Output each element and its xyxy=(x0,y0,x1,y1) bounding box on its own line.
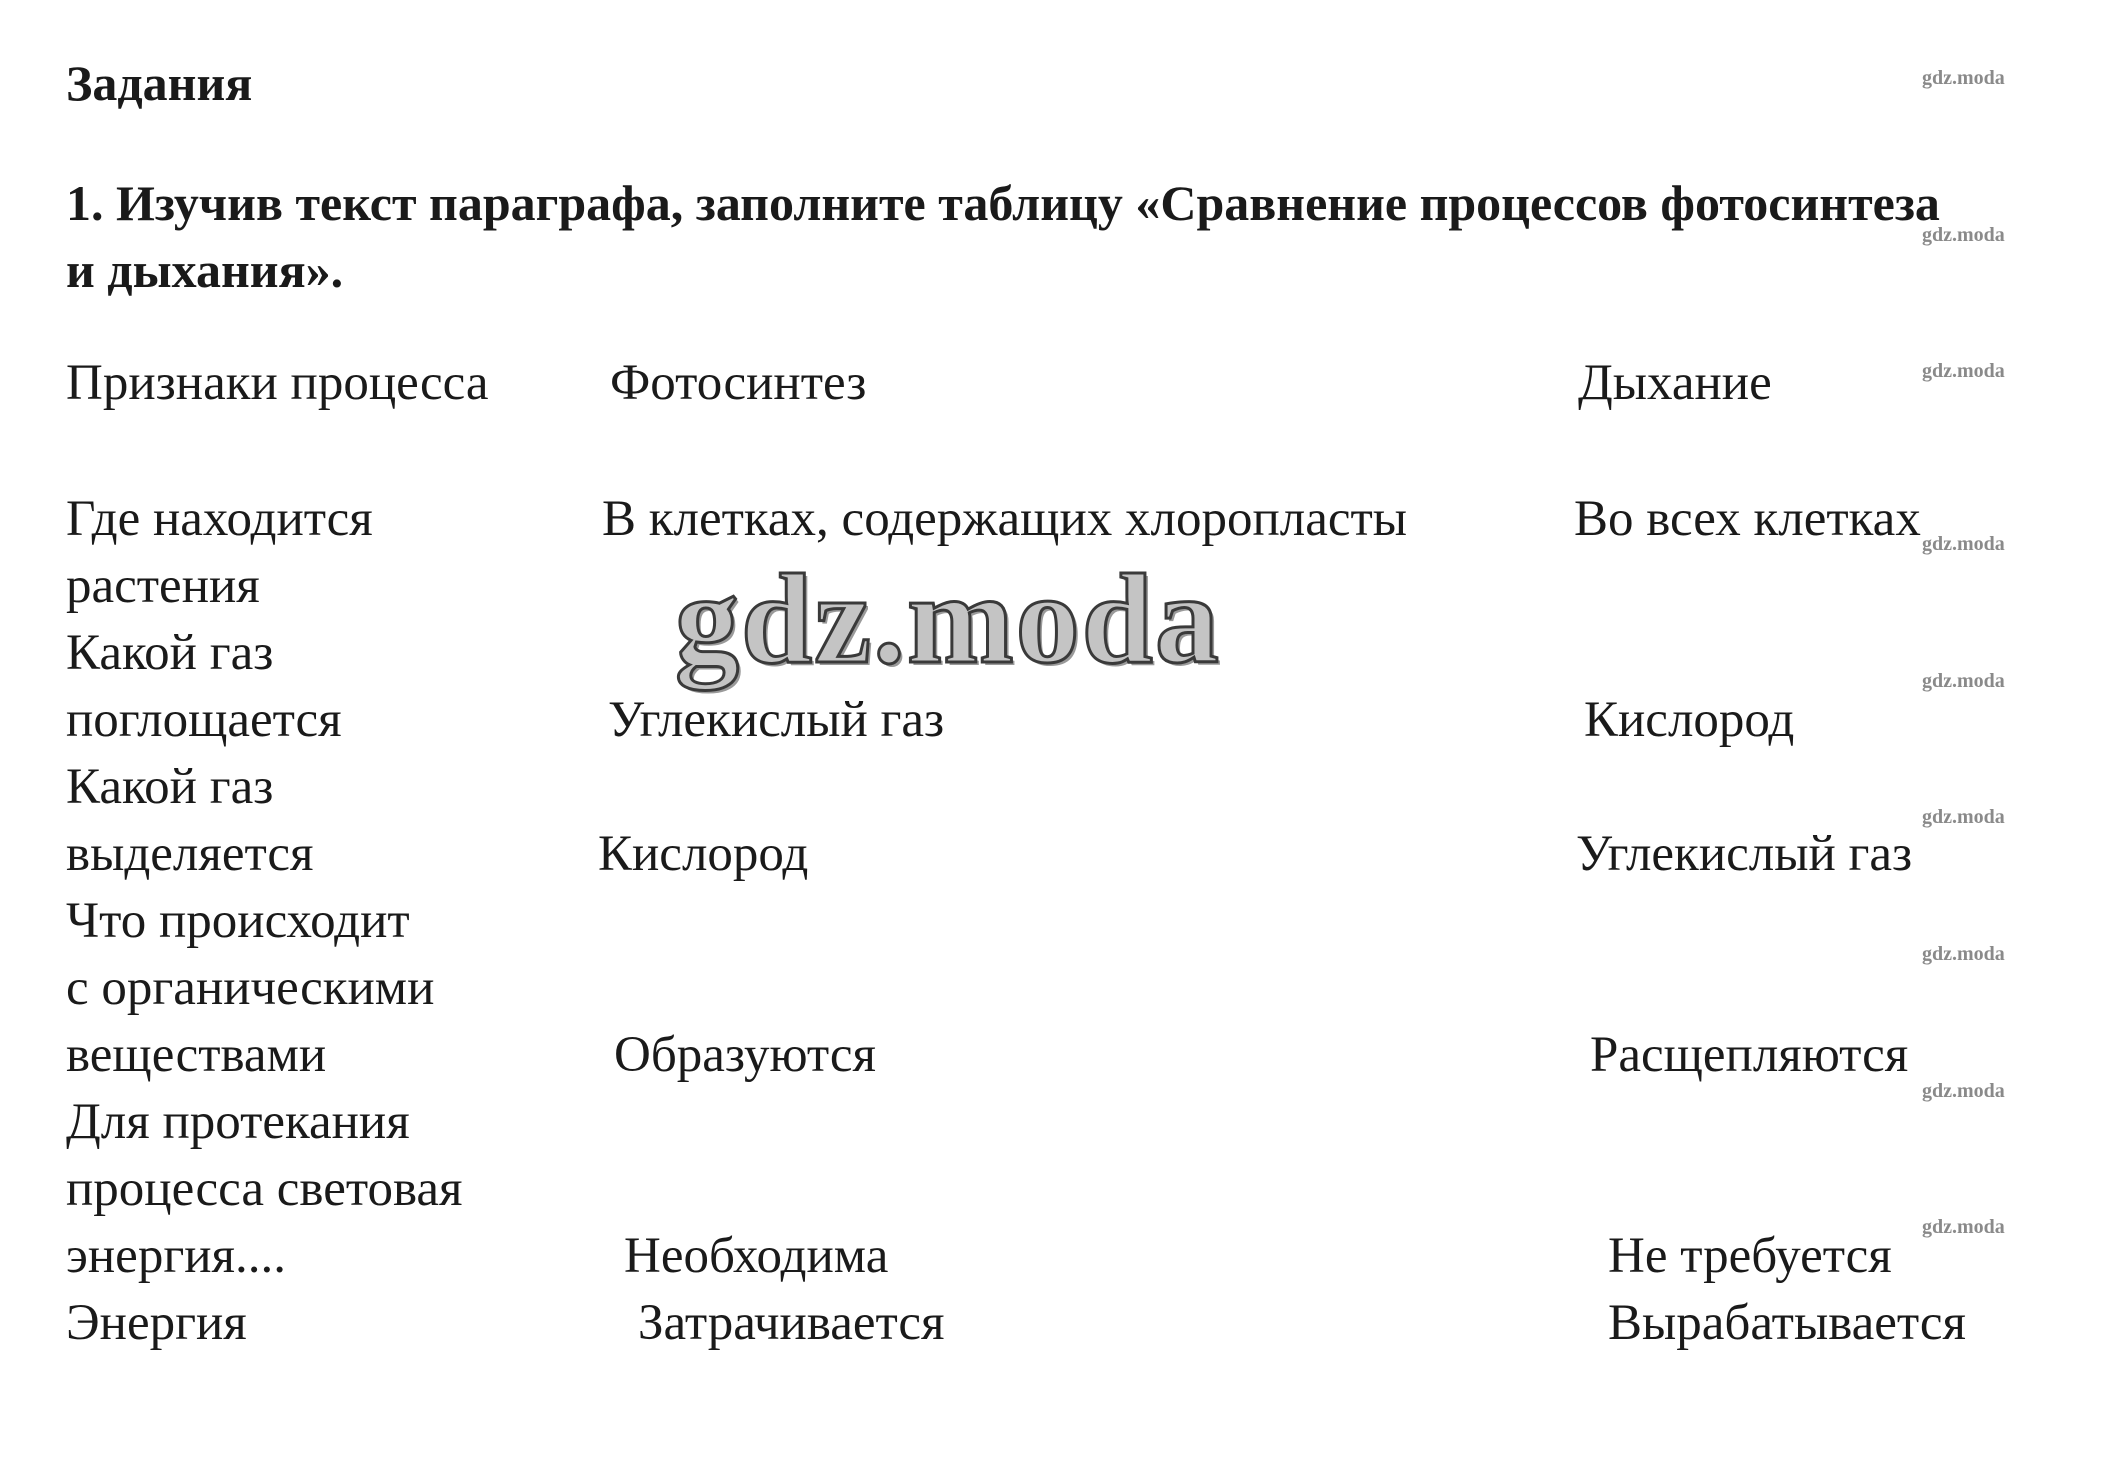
column-header-respiration: Дыхание xyxy=(1578,355,1772,411)
table-row-2-photosynthesis: Углекислый газ xyxy=(608,692,945,748)
table-row-5-sign-line-3: энергия.... xyxy=(66,1228,286,1284)
column-header-signs: Признаки процесса xyxy=(66,355,489,411)
table-row-5-respiration: Не требуется xyxy=(1608,1228,1892,1284)
table-row-3-respiration: Углекислый газ xyxy=(1576,826,1913,882)
task-text: 1. Изучив текст параграфа, заполните таблицу «Сравнение процессов фотосинтеза и дыхания». xyxy=(66,175,1940,298)
table-row-3-sign-line-1: Какой газ xyxy=(66,759,274,815)
table-row-2-respiration: Кислород xyxy=(1584,692,1795,748)
watermark-small: gdz.moda xyxy=(1922,806,2005,828)
watermark-small: gdz.moda xyxy=(1922,533,2005,555)
table-row-4-sign-line-1: Что происходит xyxy=(66,893,410,949)
watermark-small: gdz.moda xyxy=(1922,224,2005,246)
watermark-large: gdz.moda xyxy=(675,548,1221,690)
table-row-4-sign-line-3: веществами xyxy=(66,1027,327,1083)
watermark-small: gdz.moda xyxy=(1922,670,2005,692)
watermark-small: gdz.moda xyxy=(1922,360,2005,382)
table-row-2-sign-line-1: Какой газ xyxy=(66,625,274,681)
table-row-3-photosynthesis: Кислород xyxy=(598,826,809,882)
watermark-small: gdz.moda xyxy=(1922,1080,2005,1102)
column-header-photosynthesis: Фотосинтез xyxy=(610,355,867,411)
table-row-1-photosynthesis: В клетках, содержащих хлоропласты xyxy=(602,491,1408,547)
table-row-6-respiration: Вырабатывается xyxy=(1608,1295,1966,1351)
table-row-1-respiration: Во всех клетках xyxy=(1574,491,1921,547)
watermark-small: gdz.moda xyxy=(1922,67,2005,89)
table-row-6-sign-line-1: Энергия xyxy=(66,1295,247,1351)
table-row-2-sign-line-2: поглощается xyxy=(66,692,342,748)
table-row-5-photosynthesis: Необходима xyxy=(624,1228,889,1284)
table-row-5-sign-line-2: процесса световая xyxy=(66,1161,463,1217)
table-row-3-sign-line-2: выделяется xyxy=(66,826,314,882)
table-row-1-sign-line-2: растения xyxy=(66,558,260,614)
watermark-small: gdz.moda xyxy=(1922,943,2005,965)
table-row-6-photosynthesis: Затрачивается xyxy=(638,1295,945,1351)
table-row-5-sign-line-1: Для протекания xyxy=(66,1094,410,1150)
section-heading: Задания xyxy=(66,55,253,111)
watermark-small: gdz.moda xyxy=(1922,1216,2005,1238)
table-row-1-sign-line-1: Где находится xyxy=(66,491,373,547)
table-row-4-respiration: Расщепляются xyxy=(1590,1027,1909,1083)
table-row-4-photosynthesis: Образуются xyxy=(614,1027,876,1083)
table-row-4-sign-line-2: с органическими xyxy=(66,960,435,1016)
